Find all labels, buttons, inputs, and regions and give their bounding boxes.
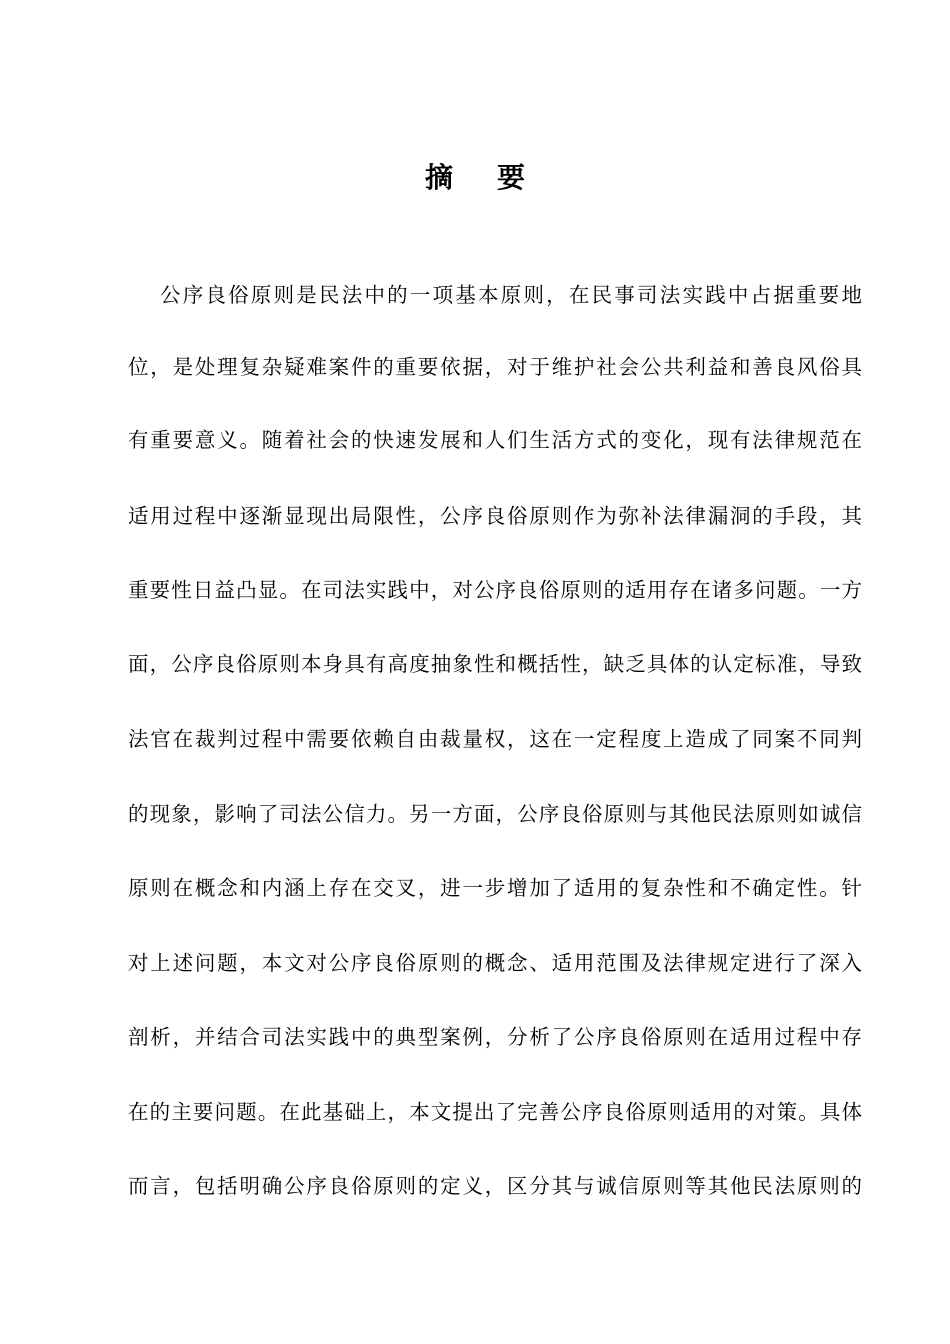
paragraph-line: 公序良俗原则是民法中的一项基本原则，在民事司法实践中占据重要地 (160, 283, 862, 307)
paragraph-line: 在的主要问题。在此基础上，本文提出了完善公序良俗原则适用的对策。具体 (128, 1100, 862, 1124)
paragraph-line: 剖析，并结合司法实践中的典型案例，分析了公序良俗原则在适用过程中存 (128, 1025, 862, 1049)
paragraph-line: 法官在裁判过程中需要依赖自由裁量权，这在一定程度上造成了同案不同判 (128, 727, 862, 751)
paragraph-line: 重要性日益凸显。在司法实践中，对公序良俗原则的适用存在诸多问题。一方 (128, 578, 862, 602)
paragraph-line: 原则在概念和内涵上存在交叉，进一步增加了适用的复杂性和不确定性。针 (128, 876, 862, 900)
paragraph-line: 对上述问题，本文对公序良俗原则的概念、适用范围及法律规定进行了深入 (128, 951, 862, 975)
paragraph-line: 而言，包括明确公序良俗原则的定义，区分其与诚信原则等其他民法原则的 (128, 1174, 862, 1198)
abstract-title: 摘要 (424, 161, 569, 194)
paragraph-line: 面，公序良俗原则本身具有高度抽象性和概括性，缺乏具体的认定标准，导致 (128, 652, 862, 676)
paragraph-line: 的现象，影响了司法公信力。另一方面，公序良俗原则与其他民法原则如诚信 (128, 802, 862, 826)
paragraph-line: 适用过程中逐渐显现出局限性，公序良俗原则作为弥补法律漏洞的手段，其 (128, 504, 862, 528)
paragraph-line: 有重要意义。随着社会的快速发展和人们生活方式的变化，现有法律规范在 (128, 428, 862, 452)
paragraph-line: 位，是处理复杂疑难案件的重要依据，对于维护社会公共利益和善良风俗具 (128, 355, 862, 379)
